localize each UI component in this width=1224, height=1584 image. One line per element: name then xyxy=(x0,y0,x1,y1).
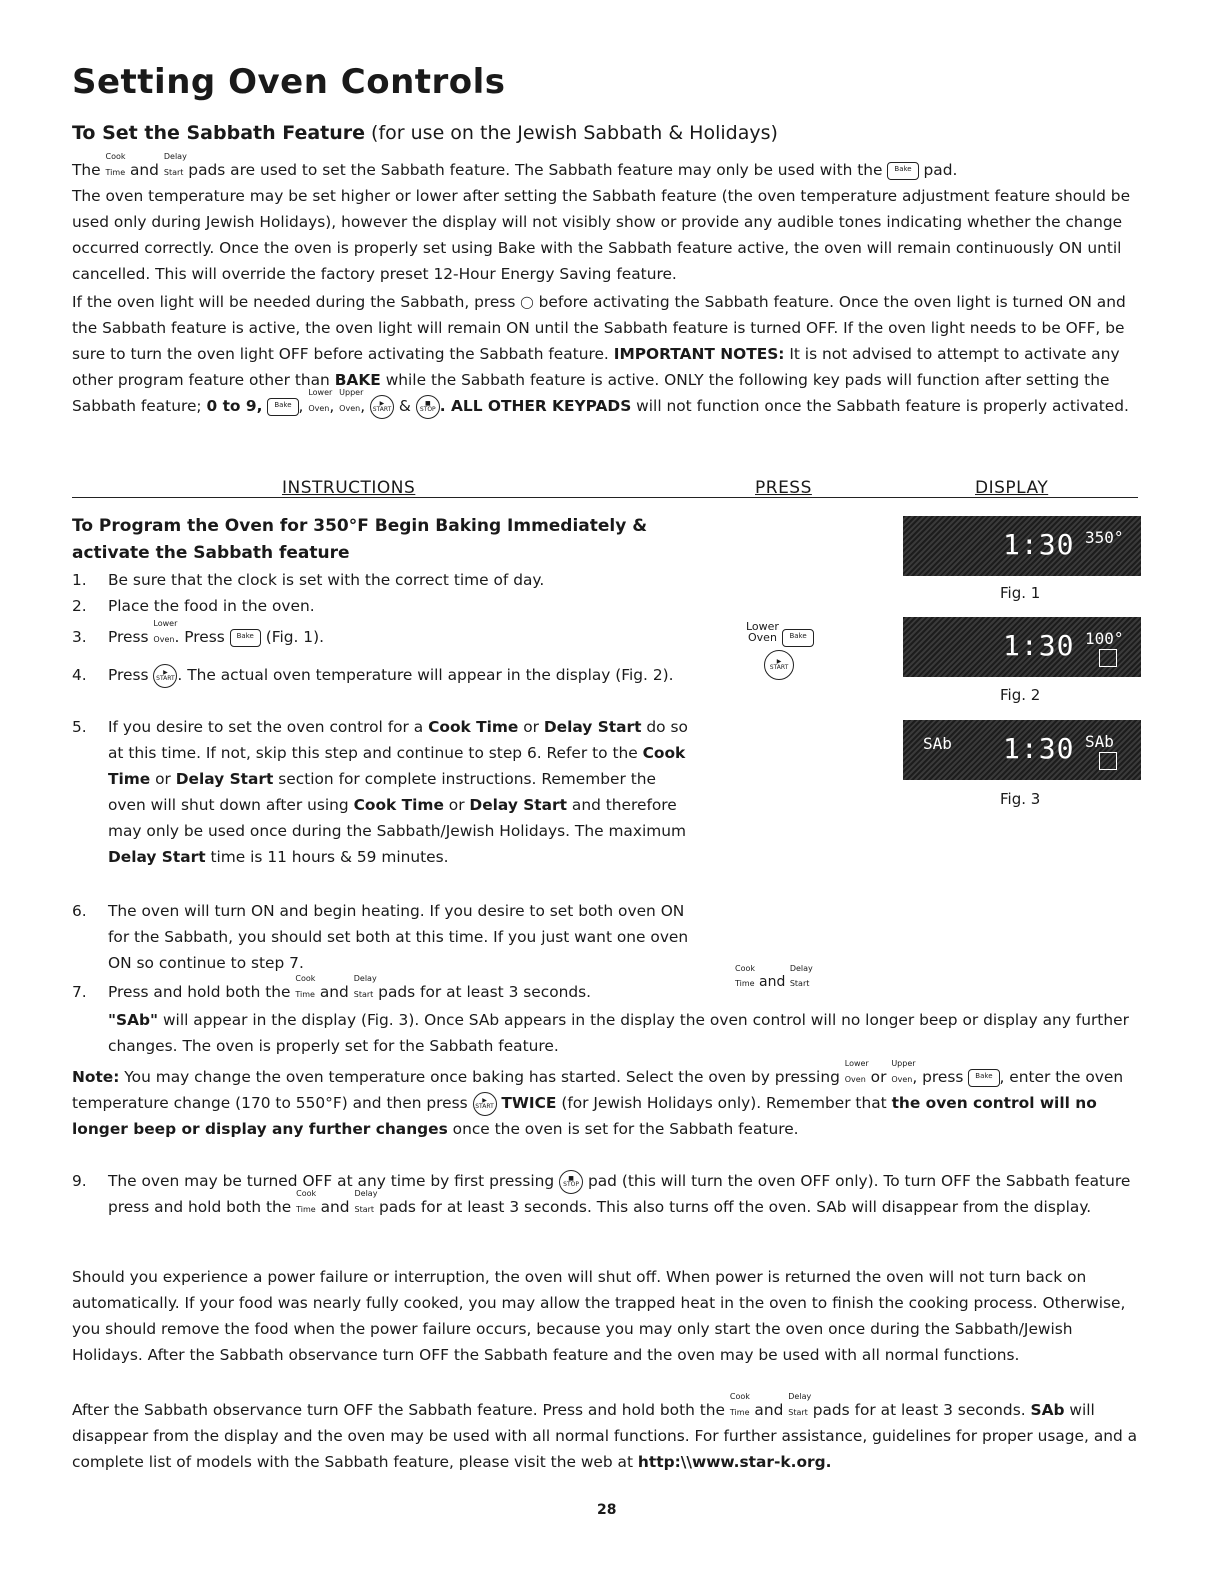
delay-start-bold: Delay Start xyxy=(108,848,206,866)
key-label: START xyxy=(769,664,789,671)
program-title: To Program the Oven for 350°F Begin Baking Immediately & activate the Sabbath feature xyxy=(72,516,648,563)
display-temp: 100° xyxy=(1085,629,1124,648)
key-label: STOP xyxy=(563,1180,579,1188)
display-square-icon xyxy=(1099,752,1117,770)
footer-text: and xyxy=(754,1401,784,1419)
key-label: Oven xyxy=(339,404,361,413)
instructions-header: INSTRUCTIONS xyxy=(282,478,416,498)
note-text: , press xyxy=(912,1068,969,1086)
intro-text: and xyxy=(125,161,164,179)
cook-time-key xyxy=(295,974,316,1000)
key-label: Cook xyxy=(296,1189,317,1198)
bake-key-icon: Bake xyxy=(887,162,918,180)
step-text: The oven may be turned OFF at any time by first pressing xyxy=(108,1172,560,1190)
key-label: Time xyxy=(105,168,126,177)
star-k-link[interactable]: http:\\www.star-k.org. xyxy=(637,1453,832,1471)
key-label: Start xyxy=(163,168,184,177)
key-label: STOP xyxy=(419,405,436,413)
press-header: PRESS xyxy=(755,478,812,498)
page-title: Setting Oven Controls xyxy=(72,62,506,102)
display-temp: SAb xyxy=(1085,732,1114,751)
fig-3-caption: Fig. 3 xyxy=(1000,790,1041,808)
note-text: , enter the oven temperature change (170 to 550°F) and then press xyxy=(72,1068,1124,1112)
fig-2-caption: Fig. 2 xyxy=(1000,686,1041,704)
start-pad-icon: ▶ START xyxy=(153,664,177,688)
upper-oven-key xyxy=(339,388,364,414)
display-time: 1:30 xyxy=(1003,528,1075,561)
key-label: Oven xyxy=(844,1075,866,1084)
step-1 xyxy=(72,567,692,593)
key-label: Start xyxy=(789,979,810,988)
step-9 xyxy=(72,1168,1142,1220)
key-label: Cook xyxy=(735,964,756,973)
display-fig-1 xyxy=(903,516,1141,576)
step-4 xyxy=(72,662,692,688)
key-label: Oven xyxy=(153,635,175,644)
key-label: START xyxy=(475,1102,494,1110)
intro-line-1 xyxy=(72,152,1152,183)
step-text: or xyxy=(518,718,544,736)
start-pad-icon: ▶ START xyxy=(473,1092,497,1116)
step-5 xyxy=(72,714,692,870)
key-label: Time xyxy=(735,979,755,988)
step-number: 1. xyxy=(72,571,87,589)
footer-text: pads for at least 3 seconds. xyxy=(807,1401,1031,1419)
intro-text: pad. xyxy=(918,161,958,179)
note-bold: the oven control will no longer beep or display any further changes xyxy=(72,1094,1097,1138)
lower-oven-key xyxy=(844,1059,869,1085)
intro-line-3: If the oven light will be needed during the Sabbath, press ◯ before activating the Sabbath feature. Once the oven light is turned ON and the Sabbath feature is active, the oven light will remain ON until the Sabbath feature is turned OFF. If the oven light needs to be OFF, be sure to turn the oven light OFF before activating the Sabbath feature. IMPORTANT NOTES: It is not advised to attempt to activate any other program feature other than BAKE while the Sabbath feature is active. ONLY the following key pads will function after setting the Sabbath feature; 0 to 9, Bake , Lower Oven, Upper Oven, ▶ START & ■ STOP . ALL OTHER KEYPADS will not function once the Sabbath feature is properly activated. xyxy=(72,289,1152,419)
delay-start-key xyxy=(163,152,187,178)
key-label: Oven xyxy=(891,1075,913,1084)
step-number: 3. xyxy=(72,628,87,646)
note-paragraph xyxy=(72,1059,1142,1142)
fig-1-caption: Fig. 1 xyxy=(1000,584,1041,602)
section-title-rest: (for use on the Jewish Sabbath & Holidays) xyxy=(365,122,778,144)
key-label: START xyxy=(372,405,392,413)
step-text: or xyxy=(443,796,470,814)
start-pad-icon: ▶ START xyxy=(764,650,794,680)
page-number: 28 xyxy=(597,1502,617,1518)
intro-text: If the oven light will be needed during the Sabbath, press xyxy=(72,293,521,311)
sab-bold: SAb xyxy=(1030,1401,1065,1419)
step-number: 9. xyxy=(72,1172,87,1190)
display-fig-3 xyxy=(903,720,1141,780)
intro-text: The xyxy=(72,161,106,179)
key-label: Time xyxy=(296,1205,316,1214)
cook-time-key xyxy=(296,1189,317,1215)
press-step-3 xyxy=(746,621,814,647)
key-label: Delay xyxy=(354,1189,378,1198)
press-step-4 xyxy=(764,650,794,680)
stop-pad-icon: ■ STOP xyxy=(559,1170,583,1194)
key-label: Lower xyxy=(746,620,779,633)
cook-time-bold: Cook Time xyxy=(108,744,686,788)
display-temp: 350° xyxy=(1085,528,1124,547)
step-7-result xyxy=(108,1007,1138,1059)
bake-key-icon: Bake xyxy=(230,629,261,647)
press-and: and xyxy=(759,974,786,990)
key-label: Start xyxy=(354,1205,375,1214)
step-text: Press and hold both the xyxy=(108,983,296,1001)
key-label: Oven xyxy=(748,631,777,644)
step-text: will appear in the display (Fig. 3). Once SAb appears in the display the oven control will no longer beep or display any further changes. The oven is properly set for the Sabbath feature. xyxy=(108,1011,1129,1055)
intro-text: before activating the Sabbath feature. Once the oven light is turned ON and the Sabbath feature is active, the oven light will remain ON until the Sabbath feature is turned OFF. If the oven light needs to be OFF, be sure to turn the oven light OFF before activating the Sabbath feature. xyxy=(72,293,1126,363)
intro-text: while the Sabbath feature is active. ONLY the following key pads will function after setting the Sabbath feature; xyxy=(72,371,1110,415)
note-text: or xyxy=(865,1068,892,1086)
step-text: Place the food in the oven. xyxy=(108,597,315,615)
delay-start-bold: Delay Start xyxy=(543,718,642,736)
key-label: Time xyxy=(729,1408,750,1417)
step-7 xyxy=(72,974,712,1005)
important-label: IMPORTANT NOTES: xyxy=(613,345,785,363)
digits-bold: 0 to 9, xyxy=(206,397,263,415)
cook-time-key xyxy=(729,1392,750,1418)
step-number: 7. xyxy=(72,983,87,1001)
step-number: 2. xyxy=(72,597,87,615)
key-label: Lower xyxy=(153,619,178,628)
step-text: pad (this will turn the oven OFF only). To turn OFF the Sabbath feature press and hold both the xyxy=(108,1172,1131,1216)
step-number: 6. xyxy=(72,902,87,920)
display-left-text: SAb xyxy=(923,734,952,753)
intro-line-2: The oven temperature may be set higher or lower after setting the Sabbath feature (the oven temperature adjustment feature should be used only during Jewish Holidays), however the display will not visibly show or provide any audible tones indicating whether the change occurred correctly. Once the oven is properly set using Bake with the Sabbath feature active, the oven will remain continuously ON until cancelled. This will override the factory preset 12-Hour Energy Saving feature. xyxy=(72,187,1131,283)
step-text: and xyxy=(319,983,349,1001)
light-bulb-icon: ◯ xyxy=(520,295,534,309)
key-label: Upper xyxy=(891,1059,916,1068)
upper-oven-key xyxy=(891,1059,916,1085)
step-text: Press xyxy=(108,628,154,646)
twice-bold: TWICE xyxy=(501,1094,557,1112)
step-text: pads for at least 3 seconds. This also turns off the oven. SAb will disappear from the display. xyxy=(374,1198,1092,1216)
step-2 xyxy=(72,593,692,619)
key-label: Delay xyxy=(788,1392,812,1401)
key-label: Delay xyxy=(789,964,813,973)
key-label: Cook xyxy=(729,1392,750,1401)
delay-start-key xyxy=(789,964,813,989)
key-label: Delay xyxy=(353,974,377,983)
lower-oven-key xyxy=(308,388,333,414)
step-text: time is 11 hours & 59 minutes. xyxy=(205,848,449,866)
lower-oven-key xyxy=(746,621,779,643)
key-label: Delay xyxy=(163,152,187,161)
key-label: Start xyxy=(788,1408,808,1417)
step-text: . Press xyxy=(174,628,230,646)
sab-bold: "SAb" xyxy=(108,1011,159,1029)
step-text: If you desire to set the oven control for a xyxy=(108,718,429,736)
start-pad-icon: ▶ START xyxy=(370,395,394,419)
key-label: Upper xyxy=(339,388,364,397)
section-title-bold: To Set the Sabbath Feature xyxy=(72,122,366,144)
delay-start-bold: Delay Start xyxy=(175,770,274,788)
cook-time-key xyxy=(105,152,126,178)
power-failure-paragraph: Should you experience a power failure or interruption, the oven will shut off. When power is returned the oven will not turn back on automatically. If your food was nearly fully cooked, you may allow the trapped heat in the oven to finish the cooking process. Otherwise, you should remove the food when the power failure occurs, because you may only start the oven once during the Sabbath/Jewish Holidays. After the Sabbath observance turn OFF the Sabbath feature and the oven may be used with all normal functions. xyxy=(72,1268,1126,1364)
step-text: The oven will turn ON and begin heating. If you desire to set both oven ON for the Sabbath, you should set both at this time. If you just want one oven ON so continue to step 7. xyxy=(108,902,689,972)
display-square-icon xyxy=(1099,649,1117,667)
cook-time-key xyxy=(735,964,756,989)
note-text: (for Jewish Holidays only). Remember that xyxy=(556,1094,892,1112)
bake-key-icon: Bake xyxy=(267,398,298,416)
step-text: and therefore may only be used once during the Sabbath/Jewish Holidays. The maximum xyxy=(108,796,686,840)
step-text: section for complete instructions. Remember the oven will shut down after using xyxy=(108,770,656,814)
intro-text: will not function once the Sabbath feature is properly activated. xyxy=(631,397,1129,415)
footer-text: After the Sabbath observance turn OFF the Sabbath feature. Press and hold both the xyxy=(72,1401,730,1419)
display-time: 1:30 xyxy=(1003,629,1075,662)
delay-start-bold: Delay Start xyxy=(469,796,567,814)
step-number: 4. xyxy=(72,666,87,684)
step-text: pads for at least 3 seconds. xyxy=(373,983,592,1001)
step-text: (Fig. 1). xyxy=(260,628,324,646)
display-time: 1:30 xyxy=(1003,732,1075,765)
cook-time-bold: Cook Time xyxy=(428,718,519,736)
delay-start-key xyxy=(354,1189,378,1215)
key-label: Cook xyxy=(295,974,316,983)
key-label: Time xyxy=(295,990,315,999)
step-text: . The actual oven temperature will appear in the display (Fig. 2). xyxy=(177,666,674,684)
key-label: Lower xyxy=(308,388,333,397)
step-text: or xyxy=(150,770,176,788)
lower-oven-key xyxy=(153,619,178,645)
key-label: Start xyxy=(353,990,374,999)
note-text: You may change the oven temperature once baking has started. Select the oven by pressing xyxy=(119,1068,845,1086)
bake-key-icon: Bake xyxy=(968,1069,999,1087)
display-header: DISPLAY xyxy=(975,478,1049,498)
key-label: Cook xyxy=(105,152,126,161)
key-label: START xyxy=(156,674,175,682)
note-label: Note: xyxy=(72,1068,120,1086)
delay-start-key xyxy=(353,974,377,1000)
press-step-7 xyxy=(735,964,813,990)
note-text: once the oven is set for the Sabbath feature. xyxy=(447,1120,799,1138)
step-text: Be sure that the clock is set with the correct time of day. xyxy=(108,571,545,589)
step-number: 5. xyxy=(72,718,87,736)
step-6 xyxy=(72,898,692,976)
delay-start-key xyxy=(788,1392,812,1418)
cook-time-bold: Cook Time xyxy=(353,796,444,814)
step-text: Press xyxy=(108,666,154,684)
key-label: Lower xyxy=(844,1059,869,1068)
after-sabbath-paragraph xyxy=(72,1392,1147,1475)
step-text: do so at this time. If not, skip this step and continue to step 6. Refer to the xyxy=(108,718,688,762)
key-label: Oven xyxy=(308,404,330,413)
footer-text: will disappear from the display and the oven may be used with all normal functions. For further assistance, guidelines for proper usage, and a complete list of models with the Sabbath feature, please visit the web at xyxy=(72,1401,1138,1471)
bake-key-icon: Bake xyxy=(782,629,813,647)
step-text: and xyxy=(320,1198,350,1216)
intro-text: pads are used to set the Sabbath feature. The Sabbath feature may only be used with the xyxy=(183,161,888,179)
all-other-bold: . ALL OTHER KEYPADS xyxy=(439,397,632,415)
section-title xyxy=(72,122,778,144)
bake-bold: BAKE xyxy=(334,371,381,389)
stop-pad-icon: ■ STOP xyxy=(416,395,440,419)
step-3 xyxy=(72,619,692,650)
display-fig-2 xyxy=(903,617,1141,677)
intro-text: It is not advised to attempt to activate any other program feature other than xyxy=(72,345,1120,389)
